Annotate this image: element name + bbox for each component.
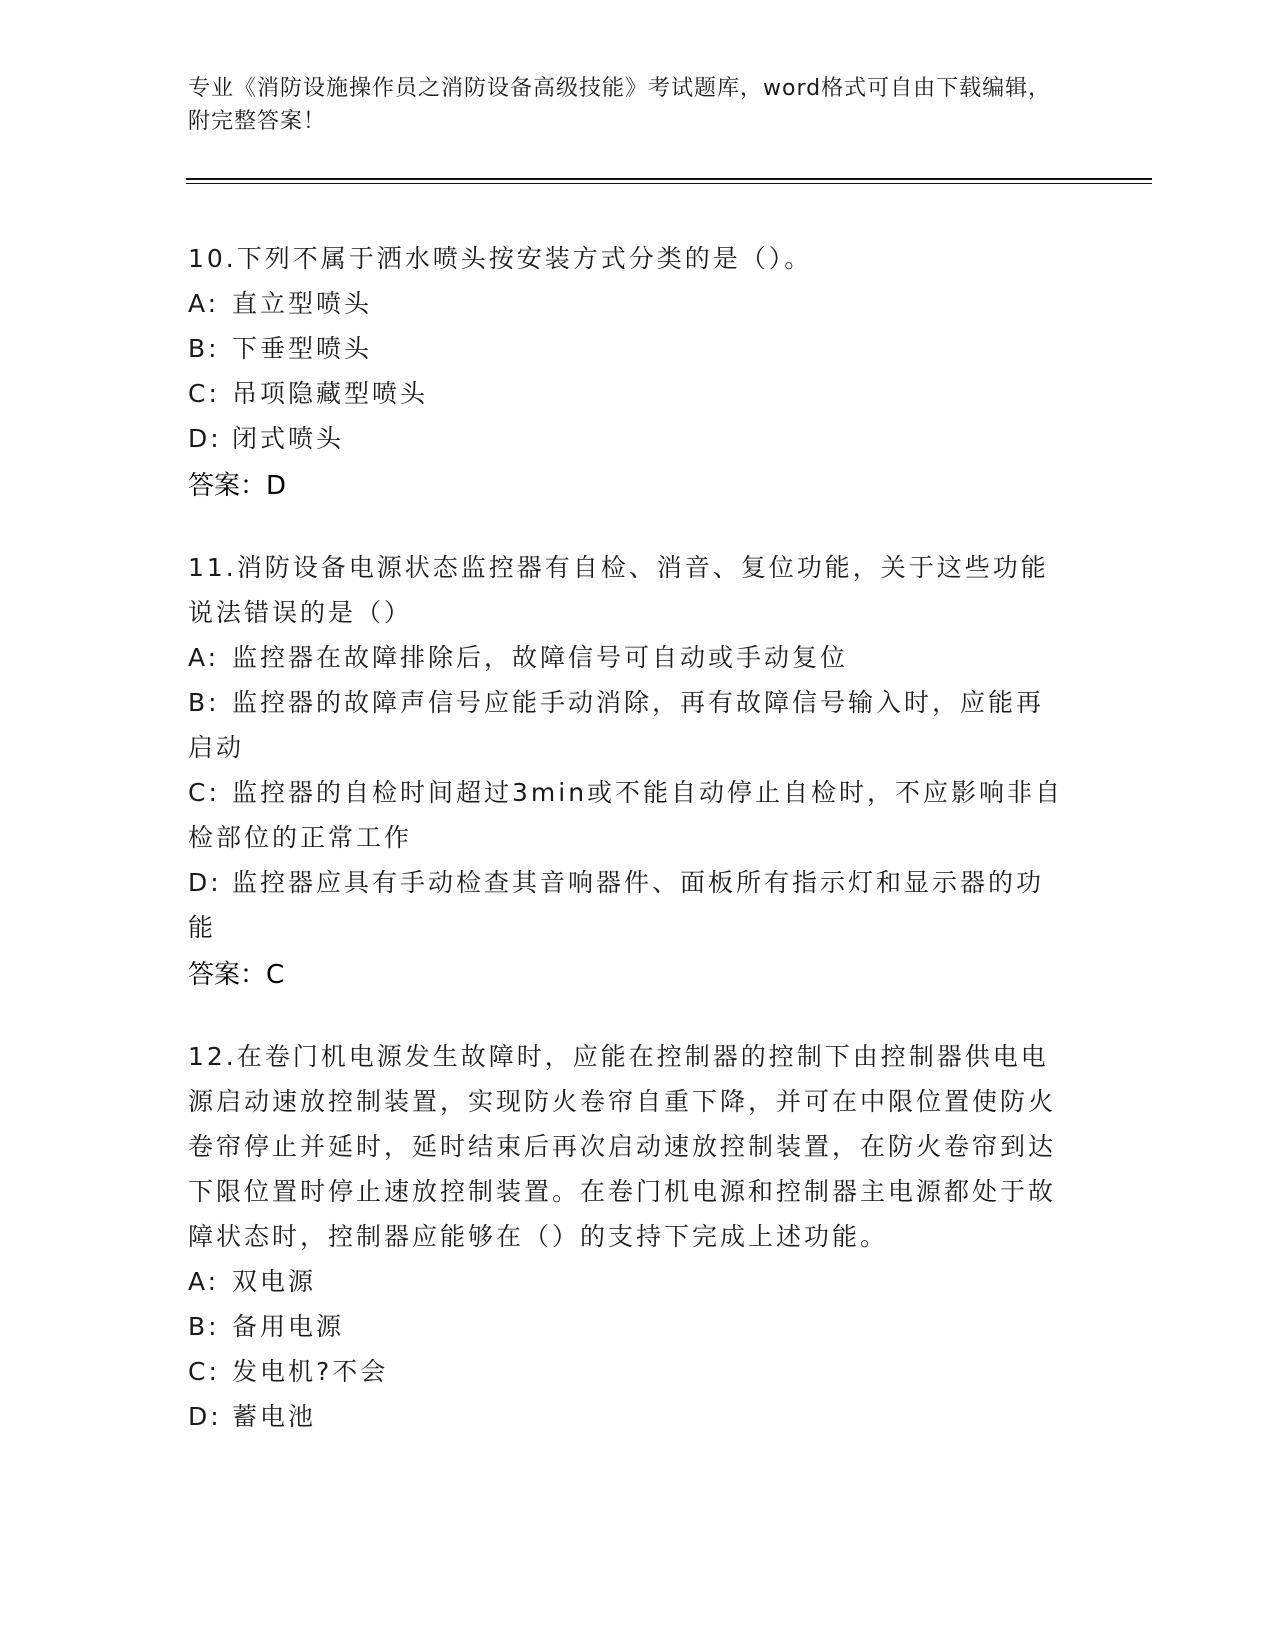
option-text: 监控器应具有手动检查其音响器件、面板所有指示灯和显示器的功能 <box>188 868 1045 942</box>
question-stem: 12.在卷门机电源发生故障时，应能在控制器的控制下由控制器供电电源启动速放控制装置，实现防火卷帘自重下降，并可在中限位置使防火卷帘停止并延时，延时结束后再次启动速放控制装置，在防火卷帘到达下限位置时停止速放控制装置。在卷门机电源和控制器主电源都处于故障状态时，控制器应能够在（）的支持下完成上述功能。 <box>188 1042 1057 1251</box>
option-d <box>188 860 1068 950</box>
option-text: 备用电源 <box>232 1312 345 1341</box>
document-header: 专业《消防设施操作员之消防设备高级技能》考试题库，word格式可自由下载编辑，附完整答案！ <box>188 76 1052 134</box>
option-label: A: <box>188 643 220 672</box>
option-text: 下垂型喷头 <box>232 334 373 363</box>
question-12 <box>188 1034 1068 1439</box>
option-text: 监控器在故障排除后，故障信号可自动或手动复位 <box>232 643 849 672</box>
option-label: A: <box>188 1267 220 1296</box>
option-b <box>188 326 1068 371</box>
option-d <box>188 416 1068 461</box>
option-label: D: <box>188 424 222 453</box>
option-b <box>188 680 1068 770</box>
option-c <box>188 1349 1068 1394</box>
option-label: C: <box>188 778 220 807</box>
option-a <box>188 635 1068 680</box>
header-divider-thin <box>186 183 1152 184</box>
option-text: 监控器的自检时间超过3min或不能自动停止自检时，不应影响非自检部位的正常工作 <box>188 778 1064 852</box>
option-text: 监控器的故障声信号应能手动消除，再有故障信号输入时，应能再启动 <box>188 688 1045 762</box>
option-label: B: <box>188 334 220 363</box>
option-label: B: <box>188 1312 220 1341</box>
header-divider-thick <box>186 178 1152 180</box>
option-label: D: <box>188 868 222 897</box>
question-11 <box>188 545 1068 998</box>
option-label: C: <box>188 1357 220 1386</box>
option-a <box>188 1259 1068 1304</box>
option-c <box>188 770 1068 860</box>
option-label: D: <box>188 1402 222 1431</box>
option-label: C: <box>188 379 220 408</box>
question-stem: 11.消防设备电源状态监控器有自检、消音、复位功能，关于这些功能说法错误的是（） <box>188 553 1049 627</box>
answer-line: 答案：C <box>188 960 285 990</box>
question-stem: 10.下列不属于洒水喷头按安装方式分类的是（）。 <box>188 244 813 273</box>
option-d <box>188 1394 1068 1439</box>
option-b <box>188 1304 1068 1349</box>
option-text: 发电机?不会 <box>232 1357 389 1386</box>
option-text: 吊项隐藏型喷头 <box>232 379 429 408</box>
answer-line: 答案：D <box>188 471 287 501</box>
option-text: 双电源 <box>232 1267 317 1296</box>
option-text: 蓄电池 <box>232 1402 317 1431</box>
option-a <box>188 281 1068 326</box>
option-text: 直立型喷头 <box>232 289 373 318</box>
option-label: B: <box>188 688 220 717</box>
option-c <box>188 371 1068 416</box>
question-10 <box>188 236 1068 509</box>
option-label: A: <box>188 289 220 318</box>
question-list <box>188 236 1068 1475</box>
option-text: 闭式喷头 <box>232 424 345 453</box>
